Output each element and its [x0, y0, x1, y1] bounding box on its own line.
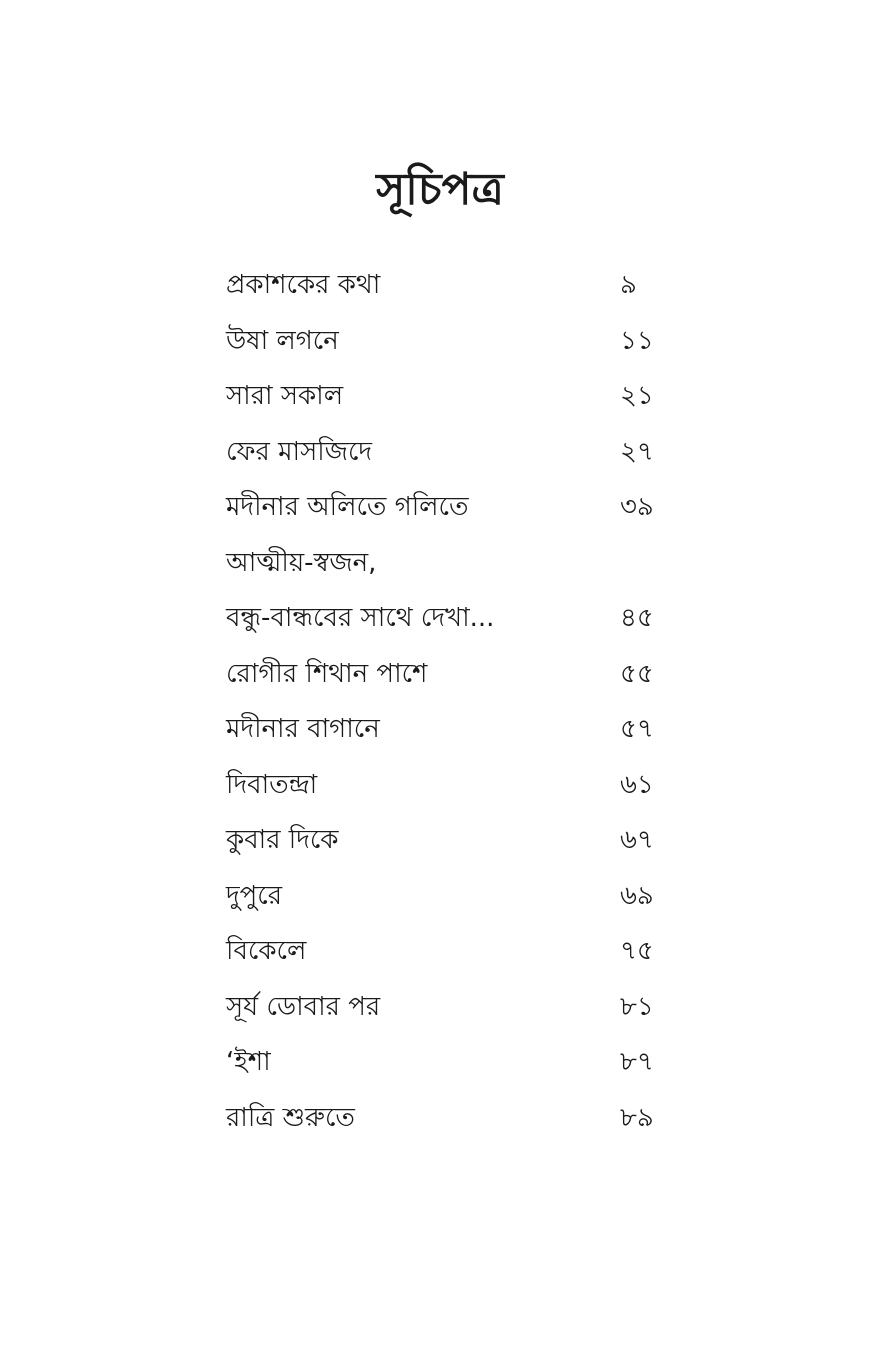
toc-page-number: ৫৫ [620, 658, 654, 689]
toc-entry-title [226, 425, 616, 481]
toc-entry-title-line: ‘ইশা [226, 1047, 271, 1077]
toc-page-number: ৩৯ [620, 492, 654, 522]
toc-entry-title-line: আত্মীয়-স্বজন, [226, 547, 377, 578]
toc-entry [226, 647, 686, 703]
toc-entry-title-line: মদীনার বাগানে [226, 714, 380, 744]
toc-page-number: ৮৯ [620, 1102, 654, 1133]
toc-entry [226, 425, 686, 481]
toc-page-number: ২৭ [620, 436, 654, 467]
toc-entry-title-line: কুবার দিকে [226, 825, 339, 855]
toc-entry-title-line: বিকেলে [226, 936, 307, 966]
toc-page-number: ৬১ [620, 769, 654, 800]
toc-entry [226, 369, 686, 425]
toc-entry [226, 980, 686, 1036]
toc-entry [226, 1035, 686, 1091]
toc-page-number: ৮১ [620, 991, 654, 1022]
toc-page-number: ৫৭ [620, 714, 654, 744]
toc-entry [226, 314, 686, 370]
toc-entry [226, 702, 686, 758]
toc-entry [226, 258, 686, 314]
toc-entry-title [226, 702, 616, 758]
toc-entry-title [226, 480, 616, 536]
toc-page-number: ১১ [620, 325, 654, 356]
toc-page-number: ৯ [620, 270, 637, 300]
toc-page-number: ৮৭ [620, 1047, 654, 1077]
toc-entry [226, 924, 686, 980]
toc-page-number: ২১ [620, 381, 654, 411]
toc-entry-title-line: উষা লগনে [226, 325, 339, 356]
toc-entry-title [226, 258, 616, 314]
toc-entry-title [226, 980, 616, 1036]
table-of-contents [226, 258, 686, 1146]
page-title: সূচিপত্র [376, 164, 504, 215]
toc-entry-title-line: সারা সকাল [226, 381, 344, 411]
toc-entry-title [226, 924, 616, 980]
toc-entry-title [226, 758, 616, 814]
toc-entry-title-line: দুপুরে [226, 880, 283, 911]
toc-page-number: ৪৫ [620, 603, 654, 633]
toc-entry [226, 480, 686, 536]
toc-entry-title-line: বন্ধু-বান্ধবের সাথে দেখা... [226, 603, 495, 633]
toc-page-number: ৬৯ [620, 880, 654, 911]
toc-entry-title-line: সূর্য ডোবার পর [226, 991, 381, 1022]
toc-entry-title-line: রাত্রি শুরুতে [226, 1102, 355, 1133]
toc-entry-title-line: মদীনার অলিতে গলিতে [226, 492, 469, 522]
toc-entry [226, 758, 686, 814]
toc-entry-title [226, 869, 616, 925]
toc-entry-title [226, 314, 616, 370]
toc-entry-title-line: ফের মাসজিদে [226, 436, 373, 467]
toc-page-number: ৬৭ [620, 825, 654, 855]
toc-entry [226, 536, 686, 647]
toc-entry-title [226, 369, 616, 425]
toc-entry-title [226, 536, 616, 647]
toc-entry-title-line: দিবাতন্দ্রা [226, 769, 318, 800]
toc-entry-title [226, 813, 616, 869]
toc-entry-title-line: প্রকাশকের কথা [226, 270, 381, 300]
toc-entry [226, 813, 686, 869]
toc-entry-title [226, 647, 616, 703]
toc-entry [226, 1091, 686, 1147]
toc-entry-title [226, 1091, 616, 1147]
toc-entry-title-line: রোগীর শিথান পাশে [226, 658, 428, 689]
toc-entry [226, 869, 686, 925]
toc-entry-title [226, 1035, 616, 1091]
toc-page-number: ৭৫ [620, 936, 654, 966]
